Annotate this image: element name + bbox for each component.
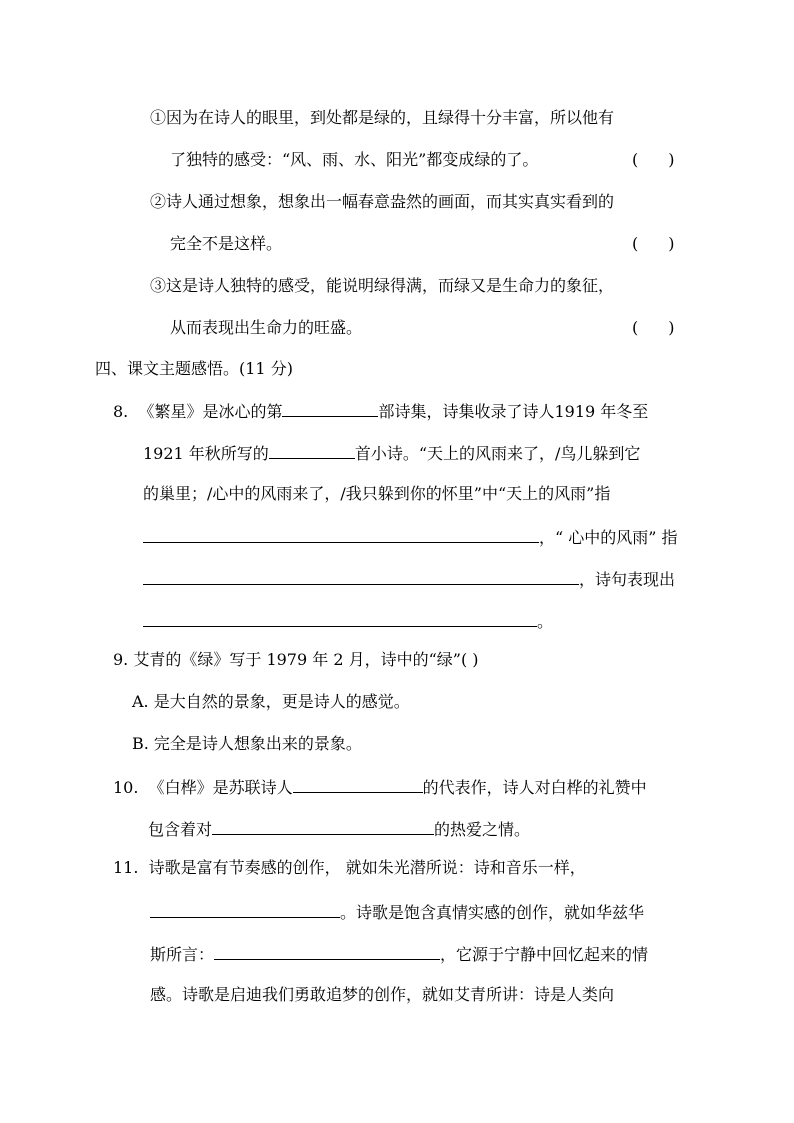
q8-text-2b: 首小诗。“天上的风雨来了，/鸟儿躲到它 <box>354 444 641 463</box>
q10-blank-2[interactable] <box>212 816 434 835</box>
q10-line-1 <box>113 774 647 798</box>
q11-text-2b: 。诗歌是饱含真情实感的创作，就如华兹华 <box>340 903 645 922</box>
q8-line-1 <box>113 398 648 422</box>
q11-text-3a: 斯所言： <box>150 945 215 964</box>
item-3-line-1: ③这是诗人独特的感受，能说明绿得满，而绿又是生命力的象征， <box>150 276 615 295</box>
q11-text-3b: ，它源于宁静中回忆起来的情 <box>440 945 649 964</box>
item-1-answer-paren[interactable] <box>632 148 675 172</box>
q11-line-4: 感。诗歌是启迪我们勇敢追梦的创作，就如艾青所讲：诗是人类向 <box>150 985 615 1004</box>
q11-line-2 <box>150 899 644 923</box>
item-1-line-2: 了独特的感受：“风、雨、水、阳光”都变成绿的了。 <box>170 150 539 169</box>
item-3-line-2: 从而表现出生命力的旺盛。 <box>170 318 363 337</box>
q11-blank-1[interactable] <box>150 899 340 918</box>
q11-line-3 <box>150 941 648 965</box>
q8-text-1a: 《繁星》是冰心的第 <box>138 402 283 421</box>
q9-option-a[interactable]: A. 是大自然的景象，更是诗人的感觉。 <box>132 692 410 711</box>
item-2-line-2: 完全不是这样。 <box>170 234 283 253</box>
q8-text-1b: 部诗集，诗集收录了诗人1919 年冬至 <box>378 402 649 421</box>
q8-line-4 <box>143 524 678 548</box>
paren-close: ) <box>668 234 675 253</box>
q10-text-2b: 的热爱之情。 <box>434 820 531 839</box>
q8-text-2a: 1921 年秋所写的 <box>143 444 269 463</box>
paren-open: ( <box>632 234 639 253</box>
section-4-heading: 四、课文主题感悟。(11 分) <box>95 359 293 378</box>
q8-blank-1[interactable] <box>282 398 378 417</box>
q8-line-6 <box>143 608 553 632</box>
q8-blank-3[interactable] <box>143 524 539 543</box>
q11-blank-2[interactable] <box>214 941 440 960</box>
item-3-answer-paren[interactable] <box>632 316 675 340</box>
q8-blank-4[interactable] <box>143 566 579 585</box>
q8-blank-2[interactable] <box>269 440 355 459</box>
q11-number: 11. <box>113 858 139 877</box>
q10-line-2 <box>148 816 530 840</box>
q10-number: 10. <box>113 778 139 797</box>
q10-text-1a: 《白桦》是苏联诗人 <box>148 778 293 797</box>
q8-blank-5[interactable] <box>143 608 537 627</box>
paren-close: ) <box>668 150 675 169</box>
q11-text-1: 诗歌是富有节奏感的创作， 就如朱光潜所说：诗和音乐一样， <box>148 858 586 877</box>
q8-text-5b: ，诗句表现出 <box>579 570 676 589</box>
item-1-line-1: ①因为在诗人的眼里，到处都是绿的，且绿得十分丰富，所以他有 <box>150 108 615 127</box>
q8-number: 8. <box>113 402 129 421</box>
item-2-answer-paren[interactable] <box>632 232 675 256</box>
q9-stem: 9. 艾青的《绿》写于 1979 年 2 月，诗中的“绿”( ) <box>113 650 479 669</box>
q8-text-4b: ，“ 心中的风雨” 指 <box>539 528 678 547</box>
q10-text-1b: 的代表作，诗人对白桦的礼赞中 <box>422 778 647 797</box>
item-2-line-1: ②诗人通过想象，想象出一幅春意盎然的画面，而其实真实看到的 <box>150 192 615 211</box>
q8-text-6b: 。 <box>537 612 554 631</box>
paren-close: ) <box>668 318 675 337</box>
q9-option-b[interactable]: B. 完全是诗人想象出来的景象。 <box>132 734 362 753</box>
q10-text-2a: 包含着对 <box>148 820 213 839</box>
q8-line-2 <box>143 440 640 464</box>
q8-line-5 <box>143 566 675 590</box>
paren-open: ( <box>632 150 639 169</box>
paren-open: ( <box>632 318 639 337</box>
q11-line-1 <box>113 856 586 880</box>
q10-blank-1[interactable] <box>293 774 423 793</box>
q8-line-3: 的巢里；/心中的风雨来了，/我只躲到你的怀里”中“天上的风雨”指 <box>143 484 611 503</box>
